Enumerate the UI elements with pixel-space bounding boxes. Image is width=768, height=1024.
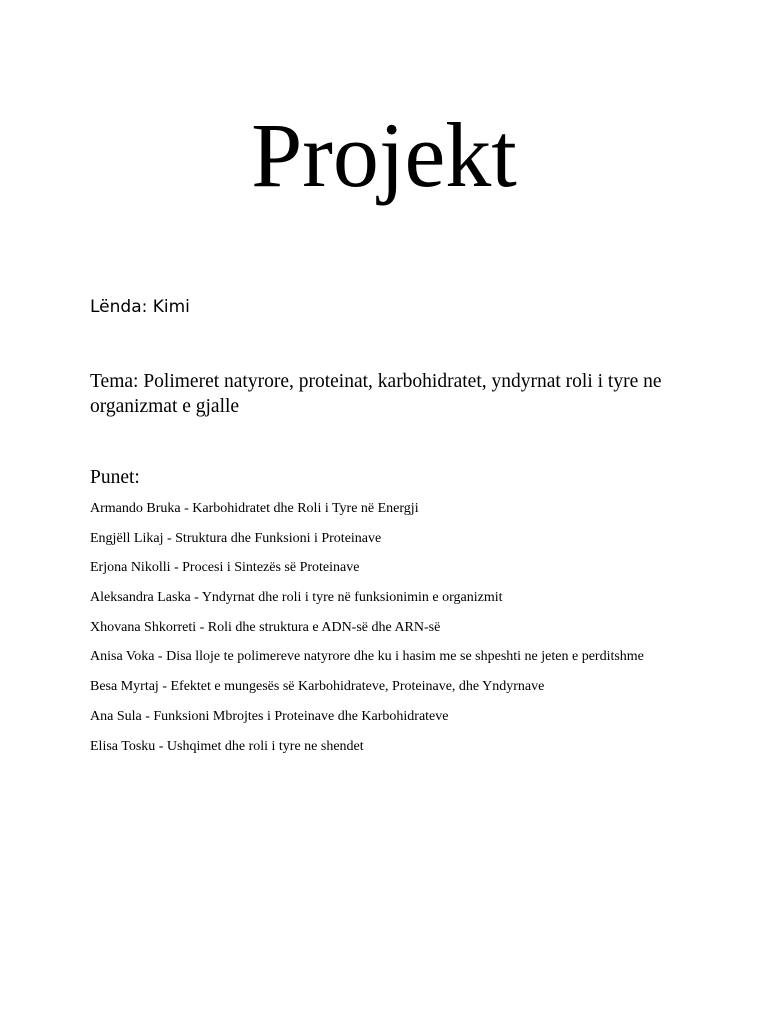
task-item: Elisa Tosku - Ushqimet dhe roli i tyre ne shendet <box>90 738 364 754</box>
task-item: Xhovana Shkorreti - Roli dhe struktura e ADN-së dhe ARN-së <box>90 619 441 635</box>
task-item: Engjëll Likaj - Struktura dhe Funksioni i Proteinave <box>90 530 382 546</box>
task-list <box>90 500 650 767</box>
subject-line: Lënda: Kimi <box>90 297 190 317</box>
task-item: Armando Bruka - Karbohidratet dhe Roli i Tyre në Energji <box>90 501 419 516</box>
tasks-heading: Punet: <box>90 467 140 488</box>
task-item: Erjona Nikolli - Procesi i Sintezës së Proteinave <box>90 560 360 576</box>
document-title: Projekt <box>251 104 517 206</box>
task-item: Ana Sula - Funksioni Mbrojtes i Proteinave dhe Karbohidrateve <box>90 708 449 724</box>
task-item: Besa Myrtaj - Efektet e mungesës së Karbohidrateve, Proteinave, dhe Yndyrnave <box>90 679 545 695</box>
task-item: Anisa Voka - Disa lloje te polimereve natyrore dhe ku i hasim me se shpeshti ne jeten e perditshme <box>90 649 644 665</box>
task-item: Aleksandra Laska - Yndyrnat dhe roli i tyre në funksionimin e organizmit <box>90 590 503 606</box>
topic-line: Tema: Polimeret natyrore, proteinat, karbohidratet, yndyrnat roli i tyre ne organizmat e gjalle <box>90 371 662 417</box>
